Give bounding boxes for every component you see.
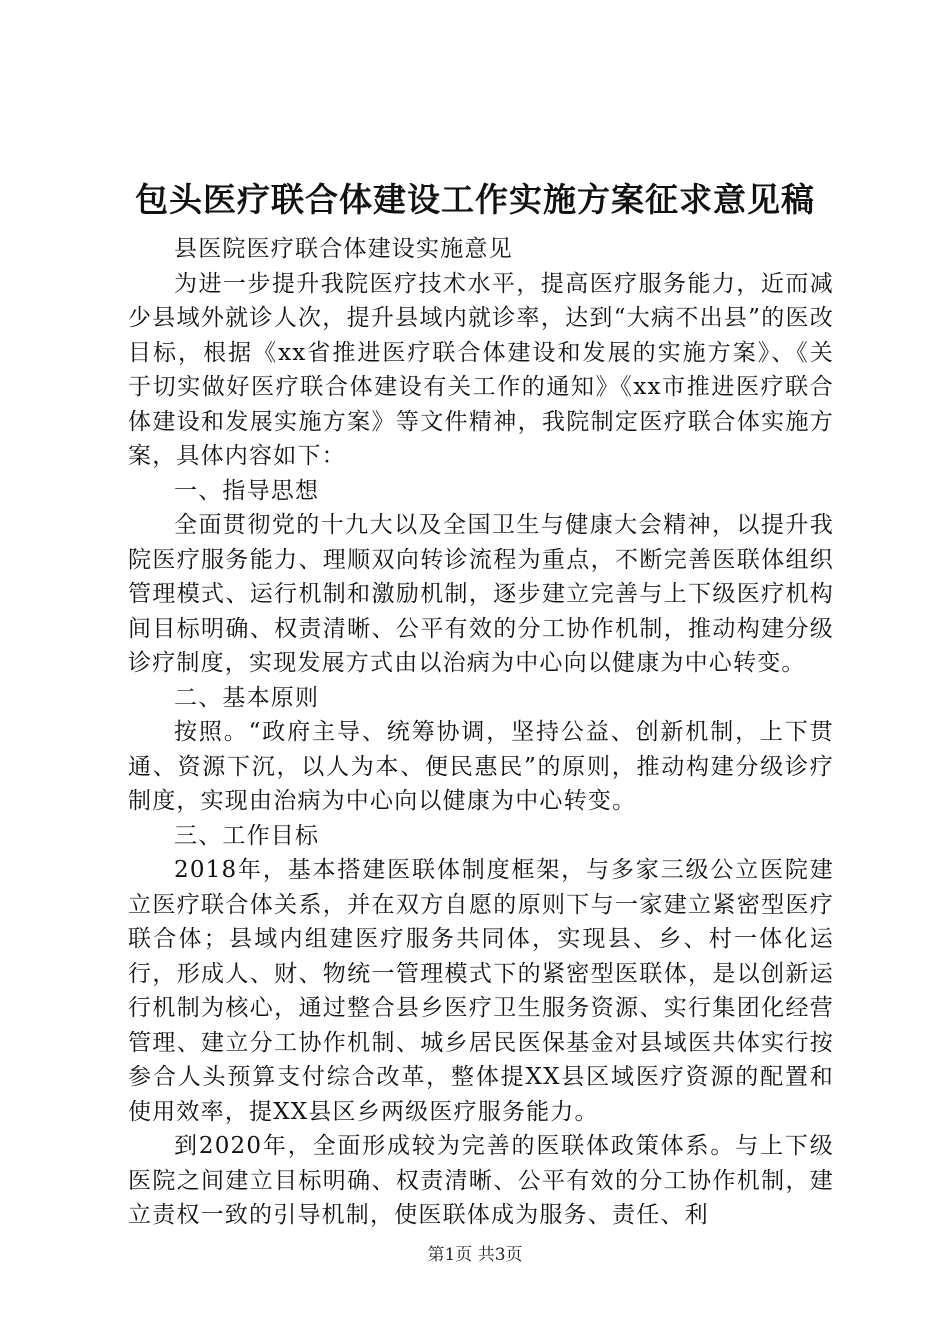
page-number-footer: 第1页 共3页 — [427, 1245, 523, 1265]
section-heading-basic-principles: 二、基本原则 — [174, 684, 320, 711]
subtitle-paragraph: 县医院医疗联合体建设实施意见 — [174, 236, 513, 262]
section-heading-work-goals: 三、工作目标 — [174, 822, 320, 849]
intro-paragraph: 为进一步提升我院医疗技术水平，提高医疗服务能力，近而减少县域外就诊人次，提升县域内就诊率，达到“大病不出县”的医改目标，根据《xx省推进医疗联合体建设和发展的实施方案》、《关于切实做好医疗联合体建设有关工作的通知》《xx市推进医疗联合体建设和发展实施方案》等文件精神，我院制定医疗联合体实施方案，具体内容如下： — [128, 270, 834, 469]
document-body — [128, 232, 834, 1233]
work-goals-2018-paragraph: 2018年，基本搭建医联体制度框架，与多家三级公立医院建立医疗联合体关系，并在双方自愿的原则下与一家建立紧密型医疗联合体；县域内组建医疗服务共同体，实现县、乡、村一体化运行，形成人、财、物统一管理模式下的紧密型医联体，是以创新运行机制为核心，通过整合县乡医疗卫生服务资源、实行集团化经营管理、建立分工协作机制、城乡居民医保基金对县域医共体实行按参合人头预算支付综合改革，整体提XX县区域医疗资源的配置和使用效率，提XX县区乡两级医疗服务能力。 — [128, 857, 834, 1125]
section-heading-guiding-ideology: 一、指导思想 — [174, 477, 320, 504]
basic-principles-paragraph: 按照。“政府主导、统筹协调，坚持公益、创新机制，上下贯通、资源下沉，以人为本、便民惠民”的原则，推动构建分级诊疗制度，实现由治病为中心向以健康为中心转变。 — [128, 719, 834, 814]
document-title: 包头医疗联合体建设工作实施方案征求意见稿 — [135, 180, 815, 219]
guiding-ideology-paragraph: 全面贯彻党的十九大以及全国卫生与健康大会精神，以提升我院医疗服务能力、理顺双向转诊流程为重点，不断完善医联体组织管理模式、运行机制和激励机制，逐步建立完善与上下级医疗机构间目标明确、权责清晰、公平有效的分工协作机制，推动构建分级诊疗制度，实现发展方式由以治病为中心向以健康为中心转变。 — [128, 512, 834, 676]
work-goals-2020-paragraph: 到2020年，全面形成较为完善的医联体政策体系。与上下级医院之间建立目标明确、权责清晰、公平有效的分工协作机制，建立责权一致的引导机制，使医联体成为服务、责任、利 — [128, 1133, 834, 1228]
